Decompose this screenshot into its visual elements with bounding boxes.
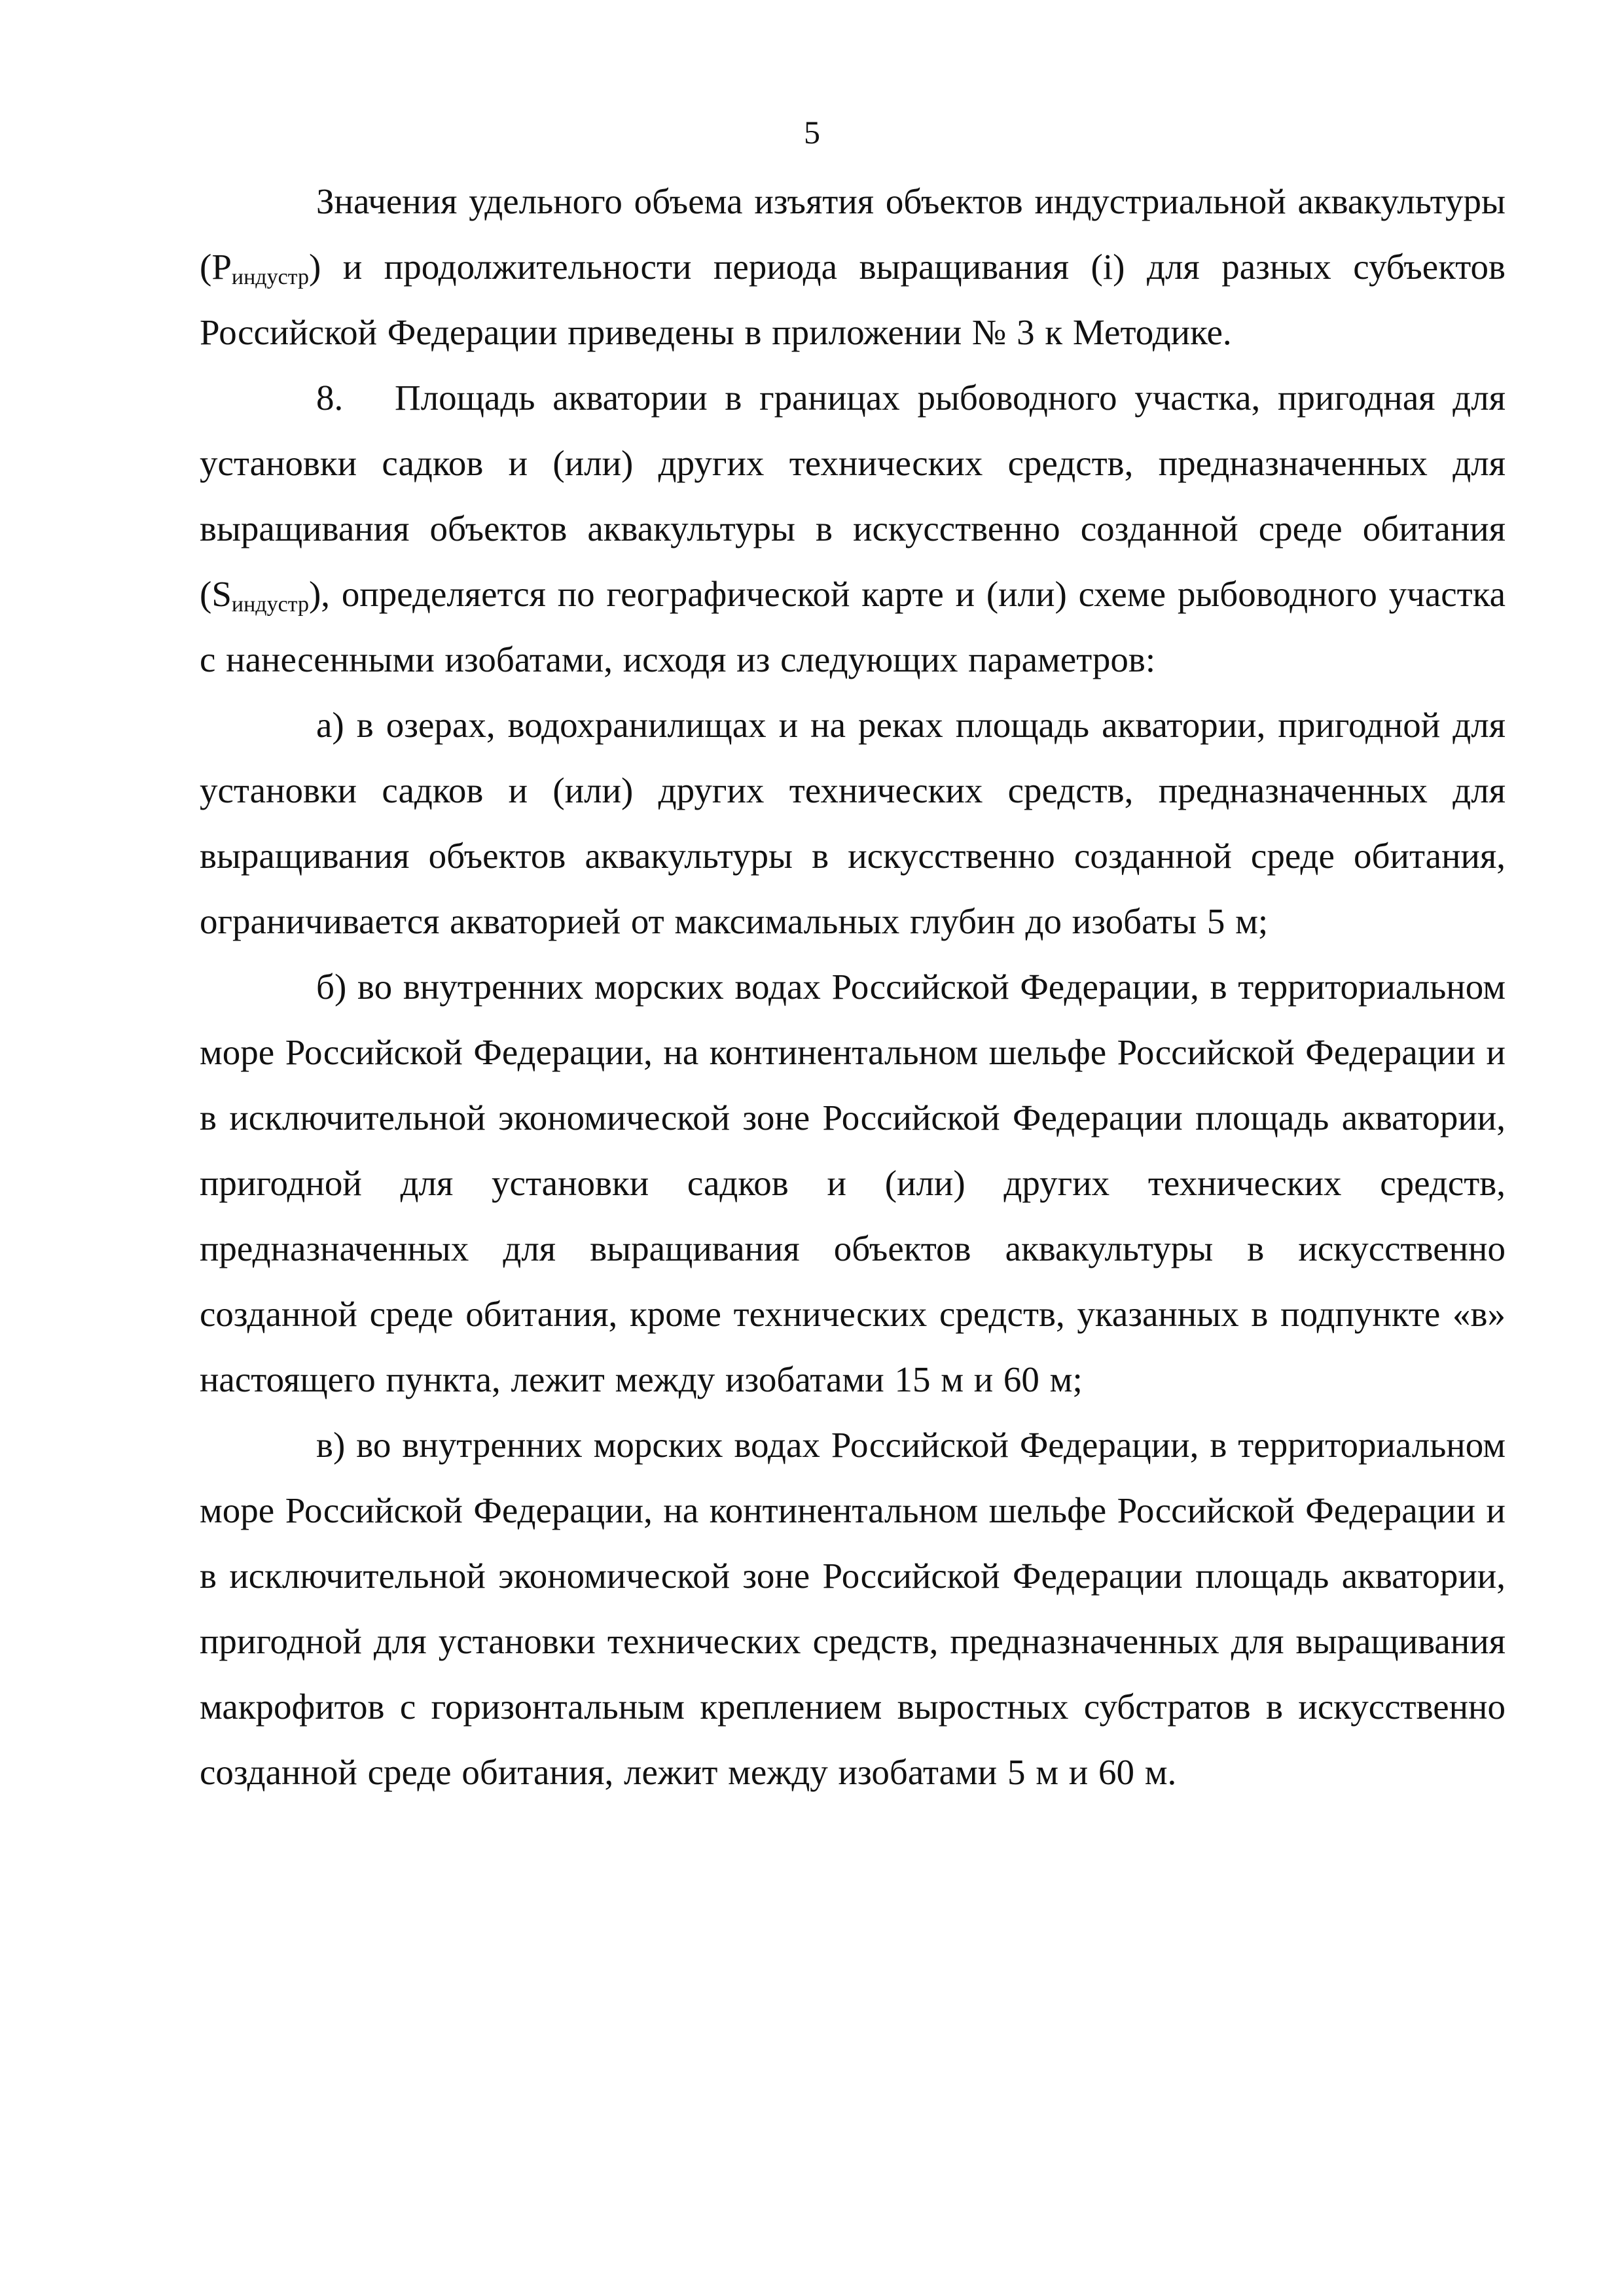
page-number: 5 [804,114,820,151]
subscript-industr: индустр [231,265,309,289]
paragraph-subitem-a: а) в озерах, водохранилищах и на реках площадь акватории, пригодной для установки садков и (или) других технических средств, предназначенных для выращивания объектов аквакультуры в искусственно созданной среде обитания, ограничивается акваторией от максимальных глубин до изобаты 5 м; [200,705,1506,941]
paragraph-item-8 [200,365,1506,692]
paragraph-text-after-subscript: ), определяется по географической карте и (или) схеме рыбоводного участка с нанесенными изобатами, исходя из следующих параметров: [200,574,1506,679]
paragraph-text-before-subscript: Значения удельного объема изъятия объектов индустриальной аквакультуры (P [200,181,1506,287]
paragraph-text-before-subscript: Площадь акватории в границах рыбоводного участка, пригодная для установки садков и (или) других технических средств, предназначенных для выращивания объектов аквакультуры в искусственно созданной среде обитания (S [200,378,1506,614]
paragraph-subitem-v: в) во внутренних морских водах Российской Федерации, в территориальном море Российской Федерации, на континентальном шельфе Российской Федерации и в исключительной экономической зоне Российской Федерации площадь акватории, пригодной для установки технических средств, предназначенных для выращивания макрофитов с горизонтальным креплением выростных субстратов в искусственно созданной среде обитания, лежит между изобатами 5 м и 60 м. [200,1425,1506,1792]
paragraph-subitem-b: б) во внутренних морских водах Российской Федерации, в территориальном море Российской Федерации, на континентальном шельфе Российской Федерации и в исключительной экономической зоне Российской Федерации площадь акватории, пригодной для установки садков и (или) других технических средств, предназначенных для выращивания объектов аквакультуры в искусственно созданной среде обитания, кроме технических средств, указанных в подпункте «в» настоящего пункта, лежит между изобатами 15 м и 60 м; [200,967,1506,1399]
subscript-industr: индустр [231,592,309,617]
paragraph-values-reference [200,169,1506,365]
document-body [200,169,1506,1805]
item-number: 8. [316,378,344,418]
paragraph-text-after-subscript: ) и продолжительности периода выращивания (i) для разных субъектов Российской Федерации приведены в приложении № 3 к Методике. [200,247,1506,352]
